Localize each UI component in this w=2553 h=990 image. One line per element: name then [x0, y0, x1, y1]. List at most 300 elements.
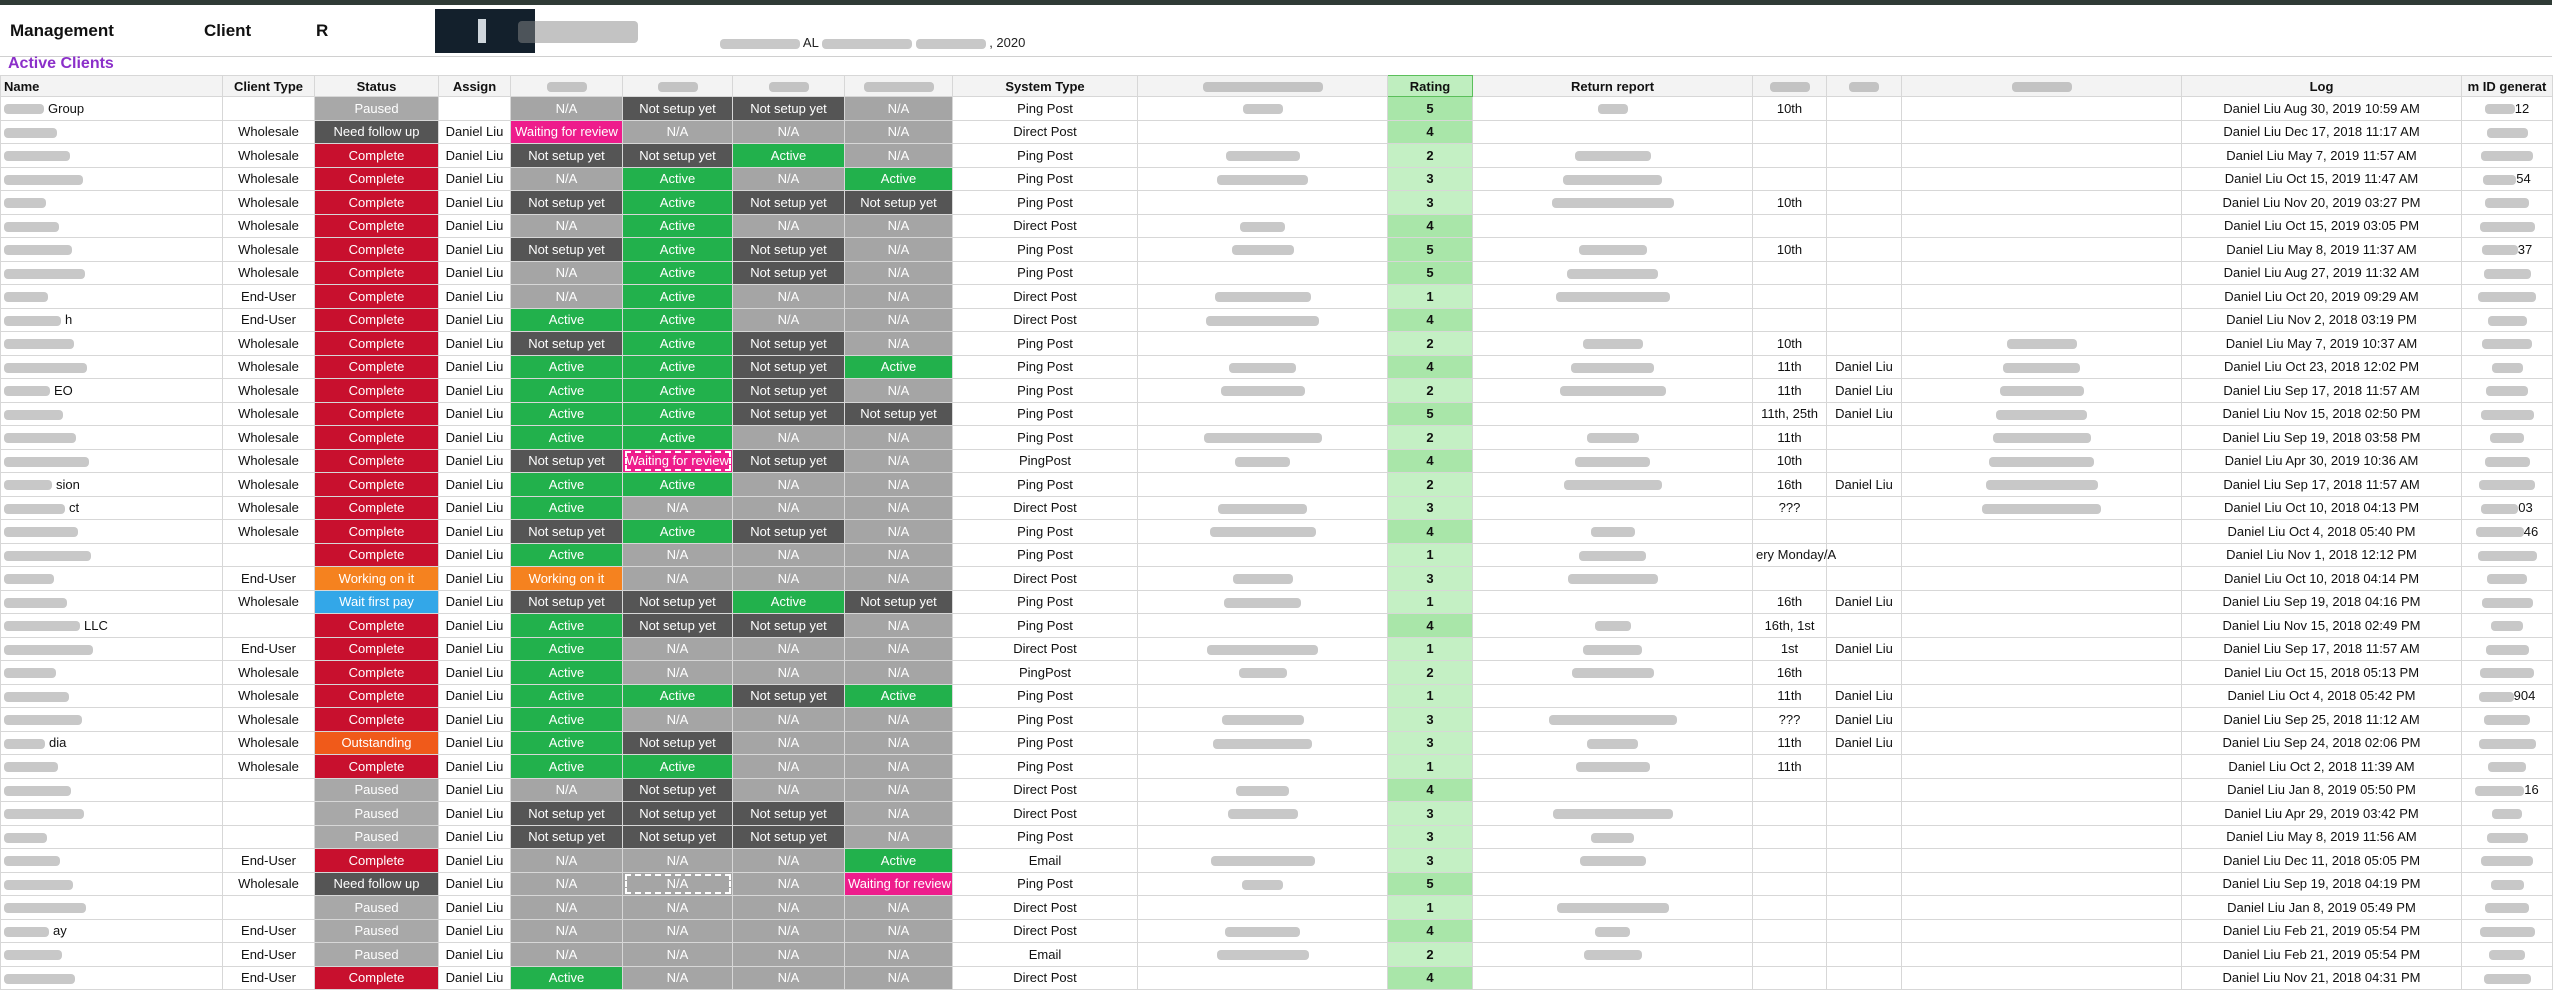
cell-setup-4[interactable]: N/A	[845, 144, 953, 168]
cell-setup-1[interactable]: Not setup yet	[511, 449, 623, 473]
cell-redacted-a[interactable]	[1138, 966, 1388, 990]
col-system-type[interactable]: System Type	[953, 76, 1138, 97]
cell-id[interactable]	[2462, 520, 2553, 544]
cell-redacted-c[interactable]	[1827, 825, 1902, 849]
table-row[interactable]	[1, 708, 2553, 732]
cell-system-type[interactable]: Direct Post	[953, 896, 1138, 920]
cell-return-report[interactable]	[1473, 120, 1753, 144]
cell-name[interactable]	[1, 731, 223, 755]
cell-log[interactable]: Daniel Liu Oct 10, 2018 04:13 PM	[2182, 496, 2462, 520]
cell-setup-3[interactable]: N/A	[733, 567, 845, 591]
cell-return-report[interactable]	[1473, 755, 1753, 779]
cell-redacted-c[interactable]	[1827, 97, 1902, 121]
cell-setup-3[interactable]: N/A	[733, 849, 845, 873]
cell-client-type[interactable]: Wholesale	[223, 496, 315, 520]
cell-rating[interactable]: 3	[1388, 191, 1473, 215]
cell-redacted-b[interactable]: 11th	[1753, 684, 1827, 708]
cell-status[interactable]: Complete	[315, 966, 439, 990]
cell-setup-1[interactable]: Active	[511, 731, 623, 755]
cell-setup-3[interactable]: N/A	[733, 637, 845, 661]
cell-redacted-a[interactable]	[1138, 261, 1388, 285]
cell-redacted-a[interactable]	[1138, 520, 1388, 544]
cell-return-report[interactable]	[1473, 567, 1753, 591]
cell-name[interactable]	[1, 520, 223, 544]
cell-log[interactable]: Daniel Liu Apr 29, 2019 03:42 PM	[2182, 802, 2462, 826]
cell-id[interactable]	[2462, 755, 2553, 779]
table-row[interactable]	[1, 167, 2553, 191]
cell-redacted-b[interactable]: 11th	[1753, 379, 1827, 403]
cell-redacted-c[interactable]	[1827, 261, 1902, 285]
cell-redacted-a[interactable]	[1138, 214, 1388, 238]
cell-return-report[interactable]	[1473, 402, 1753, 426]
cell-status[interactable]: Complete	[315, 402, 439, 426]
cell-id[interactable]	[2462, 191, 2553, 215]
cell-setup-2[interactable]: N/A	[623, 849, 733, 873]
col-setup-3[interactable]	[733, 76, 845, 97]
cell-client-type[interactable]: Wholesale	[223, 214, 315, 238]
cell-return-report[interactable]	[1473, 637, 1753, 661]
cell-assign[interactable]: Daniel Liu	[439, 708, 511, 732]
cell-redacted-c[interactable]	[1827, 496, 1902, 520]
cell-name[interactable]	[1, 449, 223, 473]
cell-log[interactable]: Daniel Liu Sep 19, 2018 03:58 PM	[2182, 426, 2462, 450]
cell-client-type[interactable]	[223, 802, 315, 826]
cell-setup-2[interactable]: N/A	[623, 637, 733, 661]
cell-name[interactable]	[1, 802, 223, 826]
cell-client-type[interactable]: Wholesale	[223, 708, 315, 732]
cell-redacted-a[interactable]	[1138, 191, 1388, 215]
cell-redacted-b[interactable]	[1753, 285, 1827, 309]
cell-rating[interactable]: 2	[1388, 379, 1473, 403]
cell-log[interactable]: Daniel Liu Oct 15, 2019 11:47 AM	[2182, 167, 2462, 191]
cell-log[interactable]: Daniel Liu Nov 21, 2018 04:31 PM	[2182, 966, 2462, 990]
cell-redacted-b[interactable]	[1753, 872, 1827, 896]
table-row[interactable]	[1, 567, 2553, 591]
cell-system-type[interactable]: Ping Post	[953, 238, 1138, 262]
cell-redacted-b[interactable]	[1753, 214, 1827, 238]
cell-redacted-c[interactable]	[1827, 238, 1902, 262]
cell-setup-2[interactable]: Active	[623, 426, 733, 450]
cell-id[interactable]	[2462, 167, 2553, 191]
cell-client-type[interactable]: Wholesale	[223, 120, 315, 144]
cell-setup-2[interactable]: N/A	[623, 896, 733, 920]
cell-status[interactable]: Complete	[315, 261, 439, 285]
cell-assign[interactable]: Daniel Liu	[439, 872, 511, 896]
cell-system-type[interactable]: Ping Post	[953, 167, 1138, 191]
cell-redacted-c[interactable]	[1827, 426, 1902, 450]
cell-redacted-c[interactable]: Daniel Liu	[1827, 708, 1902, 732]
cell-client-type[interactable]: End-User	[223, 943, 315, 967]
cell-status[interactable]: Complete	[315, 285, 439, 309]
cell-log[interactable]: Daniel Liu Sep 25, 2018 11:12 AM	[2182, 708, 2462, 732]
cell-redacted-b[interactable]	[1753, 120, 1827, 144]
cell-log[interactable]: Daniel Liu Feb 21, 2019 05:54 PM	[2182, 919, 2462, 943]
cell-log[interactable]: Daniel Liu Oct 20, 2019 09:29 AM	[2182, 285, 2462, 309]
cell-setup-4[interactable]: N/A	[845, 308, 953, 332]
cell-setup-1[interactable]: N/A	[511, 919, 623, 943]
table-row[interactable]	[1, 778, 2553, 802]
cell-status[interactable]: Complete	[315, 214, 439, 238]
cell-return-report[interactable]	[1473, 708, 1753, 732]
cell-redacted-b[interactable]: 10th	[1753, 449, 1827, 473]
cell-setup-2[interactable]: N/A	[623, 872, 733, 896]
cell-status[interactable]: Complete	[315, 191, 439, 215]
cell-setup-3[interactable]: N/A	[733, 426, 845, 450]
cell-name[interactable]	[1, 543, 223, 567]
cell-setup-4[interactable]: Not setup yet	[845, 191, 953, 215]
cell-log[interactable]: Daniel Liu Oct 10, 2018 04:14 PM	[2182, 567, 2462, 591]
cell-system-type[interactable]: Ping Post	[953, 332, 1138, 356]
cell-setup-1[interactable]: N/A	[511, 943, 623, 967]
cell-redacted-d[interactable]	[1902, 755, 2182, 779]
cell-return-report[interactable]	[1473, 661, 1753, 685]
cell-setup-2[interactable]: Waiting for review	[623, 449, 733, 473]
cell-redacted-c[interactable]	[1827, 755, 1902, 779]
col-client-type[interactable]: Client Type	[223, 76, 315, 97]
cell-redacted-d[interactable]	[1902, 120, 2182, 144]
cell-id[interactable]	[2462, 120, 2553, 144]
cell-redacted-d[interactable]	[1902, 590, 2182, 614]
cell-redacted-c[interactable]: Daniel Liu	[1827, 637, 1902, 661]
cell-redacted-c[interactable]: Daniel Liu	[1827, 731, 1902, 755]
cell-setup-2[interactable]: Not setup yet	[623, 825, 733, 849]
col-return-report[interactable]: Return report	[1473, 76, 1753, 97]
cell-system-type[interactable]: Direct Post	[953, 919, 1138, 943]
cell-redacted-c[interactable]	[1827, 520, 1902, 544]
cell-log[interactable]: Daniel Liu Feb 21, 2019 05:54 PM	[2182, 943, 2462, 967]
cell-client-type[interactable]: End-User	[223, 567, 315, 591]
cell-rating[interactable]: 3	[1388, 708, 1473, 732]
cell-client-type[interactable]: End-User	[223, 637, 315, 661]
cell-setup-3[interactable]: Not setup yet	[733, 355, 845, 379]
cell-system-type[interactable]: Direct Post	[953, 214, 1138, 238]
cell-id[interactable]	[2462, 238, 2553, 262]
cell-assign[interactable]: Daniel Liu	[439, 191, 511, 215]
cell-redacted-c[interactable]: Daniel Liu	[1827, 355, 1902, 379]
cell-system-type[interactable]: Direct Post	[953, 778, 1138, 802]
cell-client-type[interactable]: Wholesale	[223, 332, 315, 356]
cell-status[interactable]: Wait first pay	[315, 590, 439, 614]
cell-status[interactable]: Complete	[315, 426, 439, 450]
cell-id[interactable]	[2462, 379, 2553, 403]
cell-name[interactable]	[1, 825, 223, 849]
cell-redacted-c[interactable]	[1827, 919, 1902, 943]
cell-rating[interactable]: 4	[1388, 308, 1473, 332]
cell-name[interactable]	[1, 238, 223, 262]
cell-return-report[interactable]	[1473, 802, 1753, 826]
cell-setup-4[interactable]: N/A	[845, 802, 953, 826]
cell-assign[interactable]: Daniel Liu	[439, 496, 511, 520]
col-id[interactable]: m ID generat	[2462, 76, 2553, 97]
cell-id[interactable]	[2462, 308, 2553, 332]
cell-system-type[interactable]: Ping Post	[953, 755, 1138, 779]
cell-system-type[interactable]: Email	[953, 943, 1138, 967]
cell-redacted-a[interactable]	[1138, 802, 1388, 826]
cell-id[interactable]	[2462, 802, 2553, 826]
cell-id[interactable]	[2462, 214, 2553, 238]
cell-assign[interactable]: Daniel Liu	[439, 778, 511, 802]
cell-system-type[interactable]: Direct Post	[953, 308, 1138, 332]
cell-setup-1[interactable]: Active	[511, 402, 623, 426]
cell-status[interactable]: Complete	[315, 708, 439, 732]
cell-name[interactable]	[1, 308, 223, 332]
cell-redacted-b[interactable]: 10th	[1753, 97, 1827, 121]
cell-setup-1[interactable]: Active	[511, 708, 623, 732]
cell-redacted-b[interactable]: 11th	[1753, 755, 1827, 779]
cell-setup-4[interactable]: N/A	[845, 473, 953, 497]
cell-client-type[interactable]	[223, 614, 315, 638]
cell-id[interactable]	[2462, 355, 2553, 379]
table-row[interactable]	[1, 872, 2553, 896]
cell-setup-2[interactable]: Not setup yet	[623, 144, 733, 168]
cell-rating[interactable]: 4	[1388, 778, 1473, 802]
cell-name[interactable]	[1, 849, 223, 873]
cell-status[interactable]: Complete	[315, 684, 439, 708]
cell-log[interactable]: Daniel Liu Nov 15, 2018 02:49 PM	[2182, 614, 2462, 638]
cell-client-type[interactable]: Wholesale	[223, 402, 315, 426]
cell-log[interactable]: Daniel Liu Aug 30, 2019 10:59 AM	[2182, 97, 2462, 121]
cell-name[interactable]	[1, 144, 223, 168]
table-row[interactable]	[1, 379, 2553, 403]
cell-status[interactable]: Complete	[315, 449, 439, 473]
cell-redacted-c[interactable]	[1827, 778, 1902, 802]
cell-assign[interactable]: Daniel Liu	[439, 379, 511, 403]
cell-client-type[interactable]	[223, 778, 315, 802]
table-row[interactable]	[1, 426, 2553, 450]
cell-setup-1[interactable]: Active	[511, 473, 623, 497]
table-row[interactable]	[1, 520, 2553, 544]
cell-log[interactable]: Daniel Liu Nov 1, 2018 12:12 PM	[2182, 543, 2462, 567]
cell-redacted-c[interactable]	[1827, 872, 1902, 896]
cell-return-report[interactable]	[1473, 426, 1753, 450]
cell-name[interactable]	[1, 778, 223, 802]
col-redacted-a[interactable]	[1138, 76, 1388, 97]
cell-log[interactable]: Daniel Liu Dec 11, 2018 05:05 PM	[2182, 849, 2462, 873]
cell-assign[interactable]: Daniel Liu	[439, 896, 511, 920]
cell-setup-3[interactable]: N/A	[733, 167, 845, 191]
cell-status[interactable]: Paused	[315, 943, 439, 967]
cell-log[interactable]: Daniel Liu Sep 24, 2018 02:06 PM	[2182, 731, 2462, 755]
cell-redacted-c[interactable]	[1827, 896, 1902, 920]
cell-redacted-b[interactable]: 11th	[1753, 426, 1827, 450]
cell-redacted-c[interactable]: Daniel Liu	[1827, 684, 1902, 708]
cell-setup-2[interactable]: Active	[623, 238, 733, 262]
cell-return-report[interactable]	[1473, 943, 1753, 967]
cell-setup-1[interactable]: N/A	[511, 167, 623, 191]
cell-redacted-b[interactable]: ???	[1753, 708, 1827, 732]
cell-assign[interactable]: Daniel Liu	[439, 473, 511, 497]
cell-id[interactable]	[2462, 731, 2553, 755]
cell-setup-4[interactable]: N/A	[845, 449, 953, 473]
cell-status[interactable]: Need follow up	[315, 872, 439, 896]
cell-setup-3[interactable]: Not setup yet	[733, 97, 845, 121]
cell-redacted-c[interactable]	[1827, 966, 1902, 990]
cell-redacted-c[interactable]	[1827, 120, 1902, 144]
cell-status[interactable]: Complete	[315, 167, 439, 191]
cell-return-report[interactable]	[1473, 896, 1753, 920]
cell-name[interactable]	[1, 97, 223, 121]
cell-redacted-d[interactable]	[1902, 802, 2182, 826]
cell-redacted-b[interactable]: 16th	[1753, 590, 1827, 614]
cell-setup-4[interactable]: N/A	[845, 755, 953, 779]
cell-client-type[interactable]: Wholesale	[223, 520, 315, 544]
cell-return-report[interactable]	[1473, 191, 1753, 215]
table-row[interactable]	[1, 449, 2553, 473]
cell-status[interactable]: Complete	[315, 238, 439, 262]
cell-setup-3[interactable]: N/A	[733, 473, 845, 497]
cell-system-type[interactable]: Ping Post	[953, 825, 1138, 849]
cell-redacted-c[interactable]: Daniel Liu	[1827, 590, 1902, 614]
cell-name[interactable]	[1, 426, 223, 450]
cell-setup-1[interactable]: Active	[511, 966, 623, 990]
cell-redacted-d[interactable]	[1902, 214, 2182, 238]
cell-system-type[interactable]: Ping Post	[953, 144, 1138, 168]
cell-return-report[interactable]	[1473, 849, 1753, 873]
cell-setup-3[interactable]: N/A	[733, 896, 845, 920]
cell-client-type[interactable]: Wholesale	[223, 449, 315, 473]
col-status[interactable]: Status	[315, 76, 439, 97]
cell-id[interactable]	[2462, 496, 2553, 520]
cell-redacted-d[interactable]	[1902, 661, 2182, 685]
cell-setup-2[interactable]: Active	[623, 402, 733, 426]
cell-id[interactable]	[2462, 97, 2553, 121]
col-redacted-c[interactable]	[1827, 76, 1902, 97]
cell-setup-3[interactable]: Not setup yet	[733, 449, 845, 473]
cell-redacted-a[interactable]	[1138, 755, 1388, 779]
cell-redacted-b[interactable]	[1753, 167, 1827, 191]
cell-assign[interactable]: Daniel Liu	[439, 261, 511, 285]
cell-name[interactable]	[1, 402, 223, 426]
cell-redacted-d[interactable]	[1902, 919, 2182, 943]
cell-redacted-a[interactable]	[1138, 167, 1388, 191]
cell-redacted-a[interactable]	[1138, 590, 1388, 614]
cell-redacted-d[interactable]	[1902, 731, 2182, 755]
cell-assign[interactable]: Daniel Liu	[439, 849, 511, 873]
cell-redacted-c[interactable]	[1827, 167, 1902, 191]
cell-setup-2[interactable]: Not setup yet	[623, 614, 733, 638]
cell-system-type[interactable]: Ping Post	[953, 543, 1138, 567]
cell-redacted-a[interactable]	[1138, 238, 1388, 262]
cell-id[interactable]	[2462, 919, 2553, 943]
cell-assign[interactable]: Daniel Liu	[439, 943, 511, 967]
cell-setup-4[interactable]: N/A	[845, 637, 953, 661]
cell-assign[interactable]: Daniel Liu	[439, 214, 511, 238]
cell-setup-4[interactable]: Active	[845, 167, 953, 191]
cell-redacted-d[interactable]	[1902, 449, 2182, 473]
cell-return-report[interactable]	[1473, 379, 1753, 403]
cell-name[interactable]	[1, 567, 223, 591]
cell-assign[interactable]: Daniel Liu	[439, 144, 511, 168]
cell-redacted-a[interactable]	[1138, 567, 1388, 591]
cell-setup-2[interactable]: N/A	[623, 919, 733, 943]
cell-setup-1[interactable]: Active	[511, 661, 623, 685]
cell-setup-4[interactable]: N/A	[845, 661, 953, 685]
cell-assign[interactable]: Daniel Liu	[439, 590, 511, 614]
cell-setup-3[interactable]: N/A	[733, 496, 845, 520]
cell-status[interactable]: Paused	[315, 802, 439, 826]
cell-redacted-a[interactable]	[1138, 473, 1388, 497]
cell-redacted-d[interactable]	[1902, 684, 2182, 708]
table-row[interactable]	[1, 661, 2553, 685]
cell-return-report[interactable]	[1473, 614, 1753, 638]
cell-setup-3[interactable]: Not setup yet	[733, 402, 845, 426]
cell-redacted-a[interactable]	[1138, 825, 1388, 849]
cell-setup-1[interactable]: Not setup yet	[511, 191, 623, 215]
cell-return-report[interactable]	[1473, 285, 1753, 309]
cell-redacted-b[interactable]	[1753, 825, 1827, 849]
cell-system-type[interactable]: Ping Post	[953, 379, 1138, 403]
table-row[interactable]	[1, 473, 2553, 497]
cell-system-type[interactable]: Direct Post	[953, 637, 1138, 661]
cell-name[interactable]	[1, 896, 223, 920]
cell-rating[interactable]: 5	[1388, 261, 1473, 285]
cell-setup-3[interactable]: Not setup yet	[733, 379, 845, 403]
cell-name[interactable]	[1, 191, 223, 215]
cell-log[interactable]: Daniel Liu Dec 17, 2018 11:17 AM	[2182, 120, 2462, 144]
cell-setup-3[interactable]: Not setup yet	[733, 825, 845, 849]
cell-return-report[interactable]	[1473, 144, 1753, 168]
cell-redacted-c[interactable]	[1827, 661, 1902, 685]
table-row[interactable]	[1, 191, 2553, 215]
cell-log[interactable]: Daniel Liu May 8, 2019 11:37 AM	[2182, 238, 2462, 262]
cell-id[interactable]	[2462, 567, 2553, 591]
cell-client-type[interactable]: End-User	[223, 308, 315, 332]
col-setup-2[interactable]	[623, 76, 733, 97]
table-row[interactable]	[1, 896, 2553, 920]
cell-setup-4[interactable]: N/A	[845, 567, 953, 591]
cell-client-type[interactable]: Wholesale	[223, 379, 315, 403]
cell-rating[interactable]: 1	[1388, 755, 1473, 779]
cell-setup-2[interactable]: Not setup yet	[623, 97, 733, 121]
cell-status[interactable]: Complete	[315, 543, 439, 567]
cell-assign[interactable]: Daniel Liu	[439, 449, 511, 473]
cell-assign[interactable]: Daniel Liu	[439, 919, 511, 943]
cell-name[interactable]	[1, 637, 223, 661]
cell-setup-4[interactable]: N/A	[845, 731, 953, 755]
cell-setup-1[interactable]: N/A	[511, 872, 623, 896]
cell-redacted-a[interactable]	[1138, 285, 1388, 309]
cell-setup-1[interactable]: Active	[511, 755, 623, 779]
cell-setup-1[interactable]: Not setup yet	[511, 590, 623, 614]
cell-setup-3[interactable]: Active	[733, 590, 845, 614]
cell-name[interactable]	[1, 261, 223, 285]
cell-redacted-d[interactable]	[1902, 426, 2182, 450]
cell-redacted-a[interactable]	[1138, 614, 1388, 638]
cell-redacted-b[interactable]	[1753, 849, 1827, 873]
cell-setup-3[interactable]: N/A	[733, 120, 845, 144]
cell-redacted-d[interactable]	[1902, 543, 2182, 567]
cell-system-type[interactable]: Direct Post	[953, 120, 1138, 144]
cell-redacted-d[interactable]	[1902, 496, 2182, 520]
cell-system-type[interactable]: Ping Post	[953, 684, 1138, 708]
cell-id[interactable]	[2462, 661, 2553, 685]
cell-assign[interactable]: Daniel Liu	[439, 543, 511, 567]
table-row[interactable]	[1, 731, 2553, 755]
cell-redacted-a[interactable]	[1138, 919, 1388, 943]
cell-name[interactable]	[1, 966, 223, 990]
cell-setup-2[interactable]: Not setup yet	[623, 590, 733, 614]
table-row[interactable]	[1, 402, 2553, 426]
cell-client-type[interactable]: Wholesale	[223, 355, 315, 379]
cell-setup-1[interactable]: Not setup yet	[511, 802, 623, 826]
cell-system-type[interactable]: Ping Post	[953, 590, 1138, 614]
cell-redacted-c[interactable]	[1827, 614, 1902, 638]
cell-log[interactable]: Daniel Liu Sep 19, 2018 04:19 PM	[2182, 872, 2462, 896]
cell-setup-2[interactable]: Active	[623, 214, 733, 238]
cell-setup-3[interactable]: N/A	[733, 919, 845, 943]
cell-setup-1[interactable]: N/A	[511, 896, 623, 920]
cell-name[interactable]	[1, 332, 223, 356]
